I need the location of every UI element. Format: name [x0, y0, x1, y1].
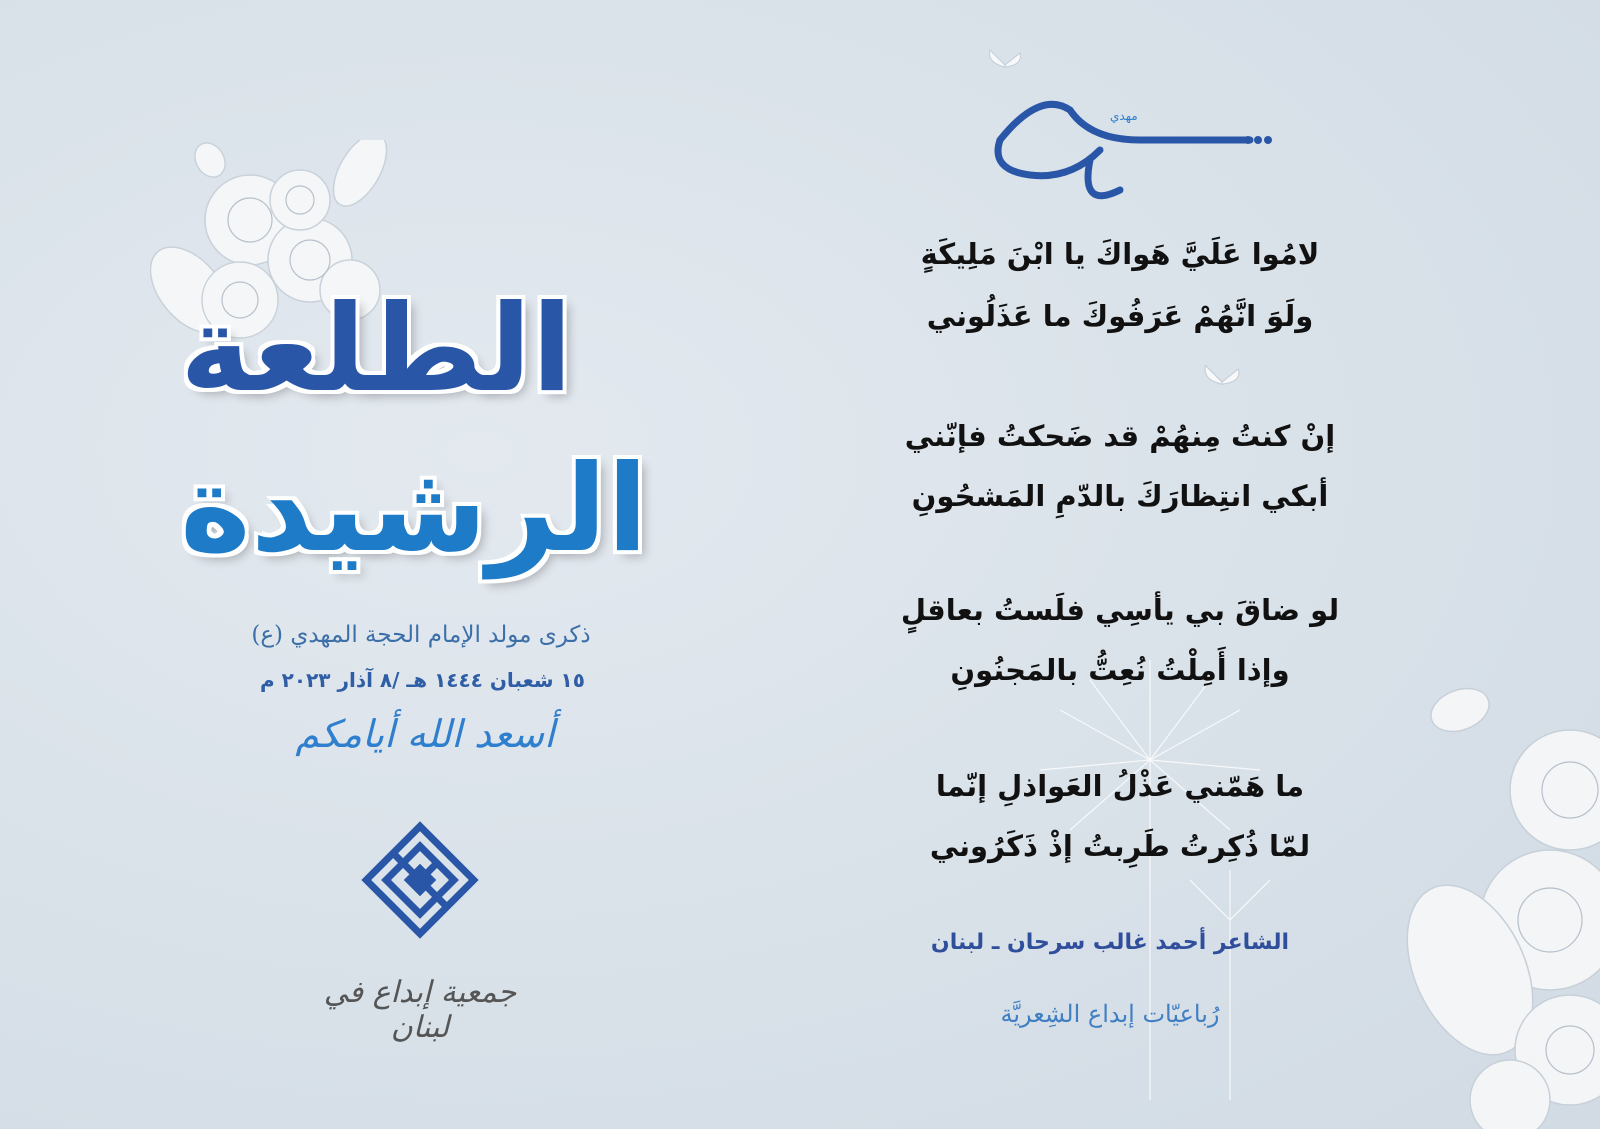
verse-line: ما هَمّني عَذْلُ العَواذلِ إنّما — [935, 769, 1305, 803]
butterfly-icon — [1200, 360, 1244, 404]
poet-name: الشاعر أحمد غالب سرحان ـ لبنان — [930, 930, 1290, 955]
verse-line: وإذا أَمِلْتُ نُعِتُّ بالمَجنُونِ — [950, 653, 1290, 687]
mahdi-logo-text: مهدي — [1110, 109, 1138, 123]
verse-line: أبكي انتِظارَكَ بالدّمِ المَشحُونِ — [911, 479, 1329, 513]
series-name: رُباعيّات إبداع الشِعريَّة — [1000, 1000, 1220, 1028]
occasion-date: ١٥ شعبان ١٤٤٤ هـ /٨ آذار ٢٠٢٣ م — [260, 668, 585, 692]
greeting-calligraphy: أسعد الله أيامكم — [295, 712, 555, 756]
verse-line: ولَوَ انَّهُمْ عَرَفُوكَ ما عَذَلُوني — [926, 299, 1314, 333]
verse-line: لمّا ذُكِرتُ طَرِبتُ إذْ ذَكَرُوني — [929, 829, 1311, 863]
title-line-1: الطلعة — [180, 280, 573, 419]
verse-line: إنْ كنتُ مِنهُمْ قد ضَحكتُ فإنّني — [904, 419, 1336, 453]
association-signature: جمعية إبداع في لبنان — [323, 975, 517, 1045]
title-line-2: الرشيدة — [180, 440, 648, 579]
kufic-square-logo-icon — [360, 820, 480, 940]
verse-line: لامُوا عَلَيَّ هَواكَ يا ابْنَ مَلِيكَةٍ — [920, 237, 1320, 271]
verse-line: لو ضاقَ بي يأسِي فلَستُ بعاقلٍ — [900, 593, 1340, 627]
mahdi-calligraphy-logo-icon — [980, 80, 1280, 220]
flower-cluster-icon — [1400, 670, 1600, 1129]
butterfly-icon — [985, 45, 1025, 85]
occasion-subtitle: ذكرى مولد الإمام الحجة المهدي (ع) — [251, 622, 591, 648]
